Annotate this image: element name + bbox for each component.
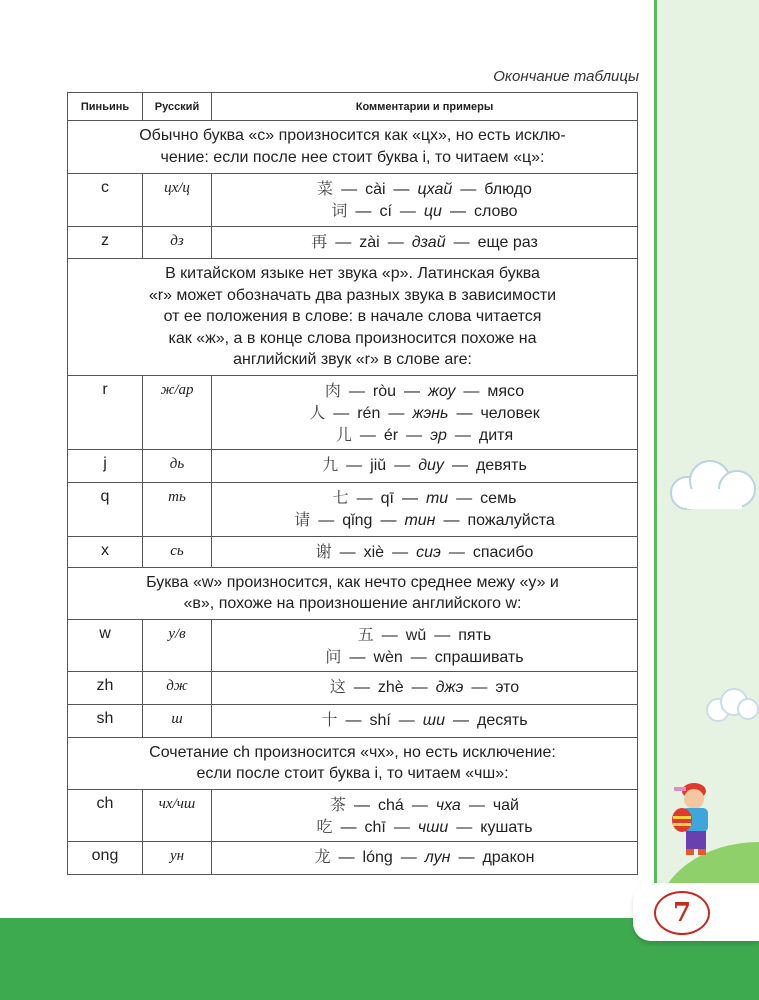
example-hanzi: 谢 xyxy=(315,541,332,561)
example-hanzi: 再 xyxy=(311,232,328,251)
table-row xyxy=(68,619,638,671)
dash: — xyxy=(411,678,428,696)
dash: — xyxy=(468,796,485,814)
dash: — xyxy=(404,382,420,400)
example-meaning: человек xyxy=(480,404,540,422)
pinyin-cell: zh xyxy=(68,671,143,704)
dash: — xyxy=(356,489,373,507)
example-meaning: десять xyxy=(476,711,528,729)
example-transliteration: ци xyxy=(423,203,442,220)
page-number: 7 xyxy=(654,891,710,935)
example-pinyin: lóng xyxy=(362,848,393,866)
example-line xyxy=(212,541,637,563)
dash: — xyxy=(318,511,335,529)
table-row xyxy=(68,704,638,737)
note-line: от ее положения в слове: в начале слова читается xyxy=(163,308,542,325)
example-line xyxy=(212,709,637,731)
example-line xyxy=(212,178,637,200)
note-line: «r» может обозначать два разных звука в зависимости xyxy=(148,286,557,304)
table-row xyxy=(68,671,638,704)
example-pinyin: ér xyxy=(383,426,399,444)
pinyin-cell: j xyxy=(68,449,143,482)
example-meaning: еще раз xyxy=(477,234,538,251)
note-line: «в», похоже на произношение английского w: xyxy=(183,595,522,612)
example-meaning: дитя xyxy=(478,426,514,444)
example-transliteration: дзай xyxy=(411,234,446,251)
example-hanzi: 茶 xyxy=(330,794,347,814)
example-pinyin: wǔ xyxy=(405,626,427,644)
dash: — xyxy=(353,678,370,696)
note-line: как «ж», а в конце слова произносится похоже на xyxy=(168,329,537,347)
dash: — xyxy=(345,711,362,729)
dash: — xyxy=(398,711,415,729)
example-line xyxy=(212,846,637,868)
example-hanzi: 龙 xyxy=(314,846,331,866)
dash: — xyxy=(394,456,411,474)
dash: — xyxy=(341,181,358,198)
example-line xyxy=(212,487,637,509)
header-russian: Русский xyxy=(143,93,212,121)
example-transliteration: чши xyxy=(417,818,449,836)
note-line: Сочетание ch произносится «чх», но есть исключение: xyxy=(149,743,556,761)
example-meaning: это xyxy=(495,678,520,696)
example-pinyin: zhè xyxy=(377,678,404,696)
note-cell xyxy=(68,121,638,174)
dash: — xyxy=(411,796,428,814)
examples-cell xyxy=(212,704,638,737)
example-meaning: семь xyxy=(480,489,517,507)
russian-cell: дь xyxy=(143,449,212,482)
example-meaning: спрашивать xyxy=(434,648,524,666)
example-pinyin: chá xyxy=(378,796,404,814)
pinyin-cell: c xyxy=(68,174,143,227)
example-transliteration: тин xyxy=(404,511,436,529)
example-hanzi: 问 xyxy=(325,646,342,666)
table-header xyxy=(68,93,638,121)
pinyin-cell: ong xyxy=(68,841,143,874)
russian-cell: ть xyxy=(143,482,212,536)
note-line: английский звук «r» в слове are: xyxy=(233,351,472,368)
cloud-illustration xyxy=(665,455,759,515)
dash: — xyxy=(456,489,473,507)
dash: — xyxy=(448,543,465,561)
example-pinyin: jiǔ xyxy=(370,456,387,474)
table-row xyxy=(68,482,638,536)
example-pinyin: chī xyxy=(364,818,386,836)
dash: — xyxy=(449,203,466,220)
example-meaning: кушать xyxy=(480,818,533,836)
example-line xyxy=(212,624,637,646)
pinyin-cell: w xyxy=(68,619,143,671)
example-pinyin: qī xyxy=(380,489,394,507)
example-transliteration: джэ xyxy=(435,678,464,696)
example-line xyxy=(212,231,637,253)
note-row xyxy=(68,121,638,174)
dash: — xyxy=(335,234,352,251)
note-line: если после стоит буква i, то читаем «чш»: xyxy=(196,765,509,782)
example-line xyxy=(212,646,637,668)
example-hanzi: 这 xyxy=(329,676,346,696)
note-cell xyxy=(68,737,638,789)
example-meaning: слово xyxy=(473,203,518,220)
russian-cell: у/в xyxy=(143,619,212,671)
pinyin-cell: r xyxy=(68,375,143,449)
pinyin-cell: z xyxy=(68,227,143,259)
example-meaning: пожалуйста xyxy=(467,511,555,529)
example-hanzi: 菜 xyxy=(317,179,334,198)
dash: — xyxy=(348,382,365,400)
example-meaning: блюдо xyxy=(484,181,532,198)
examples-cell xyxy=(212,375,638,449)
example-transliteration: сиэ xyxy=(416,543,441,561)
example-pinyin: wèn xyxy=(373,648,403,666)
russian-cell: сь xyxy=(143,536,212,567)
dash: — xyxy=(339,543,356,561)
russian-cell: ун xyxy=(143,841,212,874)
example-pinyin: ròu xyxy=(372,382,396,400)
dash: — xyxy=(392,543,409,561)
examples-cell xyxy=(212,841,638,874)
russian-cell: дз xyxy=(143,227,212,259)
russian-cell: цх/ц xyxy=(143,174,212,227)
example-pinyin: shí xyxy=(369,711,391,729)
example-pinyin: rén xyxy=(357,404,381,422)
example-hanzi: 九 xyxy=(322,454,339,474)
table-row xyxy=(68,789,638,841)
example-transliteration: цхай xyxy=(417,181,453,198)
example-hanzi: 五 xyxy=(357,624,374,644)
dash: — xyxy=(388,404,405,422)
dash: — xyxy=(400,848,417,866)
example-line xyxy=(212,424,637,446)
note-row xyxy=(68,737,638,789)
example-pinyin: qǐng xyxy=(342,511,373,529)
examples-cell xyxy=(212,227,638,259)
dash: — xyxy=(354,796,371,814)
dash: — xyxy=(453,234,470,251)
example-meaning: спасибо xyxy=(472,543,534,561)
dash: — xyxy=(454,426,471,444)
russian-cell: дж xyxy=(143,671,212,704)
header-comments: Комментарии и примеры xyxy=(212,93,638,121)
dash: — xyxy=(333,404,350,422)
example-line xyxy=(212,816,637,838)
russian-cell: ж/ар xyxy=(143,375,212,449)
example-hanzi: 词 xyxy=(331,201,348,220)
example-pinyin: cài xyxy=(365,181,386,198)
example-transliteration: лун xyxy=(424,848,451,866)
note-row xyxy=(68,567,638,619)
note-line: В китайском языке нет звука «р». Латинская буква xyxy=(165,265,540,282)
example-meaning: пять xyxy=(458,626,492,644)
dash: — xyxy=(340,818,357,836)
table-row xyxy=(68,174,638,227)
dash: — xyxy=(463,382,480,400)
dash: — xyxy=(456,404,473,422)
dash: — xyxy=(380,511,397,529)
examples-cell xyxy=(212,449,638,482)
dash: — xyxy=(349,648,366,666)
boy-illustration xyxy=(664,775,724,860)
table-row xyxy=(68,227,638,259)
note-line: Буква «w» произносится, как нечто среднее межу «у» и xyxy=(146,573,559,591)
dash: — xyxy=(451,456,468,474)
example-hanzi: 儿 xyxy=(335,424,352,444)
header-pinyin: Пиньинь xyxy=(68,93,143,121)
table-row xyxy=(68,449,638,482)
dash: — xyxy=(410,648,427,666)
example-pinyin: zài xyxy=(359,234,380,251)
dash: — xyxy=(359,426,376,444)
table-row xyxy=(68,536,638,567)
russian-cell: ш xyxy=(143,704,212,737)
pinyin-cell: x xyxy=(68,536,143,567)
dash: — xyxy=(399,203,416,220)
table-row xyxy=(68,375,638,449)
note-row xyxy=(68,259,638,376)
dash: — xyxy=(401,489,418,507)
example-pinyin: xiè xyxy=(363,543,385,561)
dash: — xyxy=(434,626,451,644)
examples-cell xyxy=(212,482,638,536)
dash: — xyxy=(452,711,469,729)
example-meaning: девять xyxy=(475,456,527,474)
example-hanzi: 肉 xyxy=(324,380,341,400)
cloud-illustration xyxy=(700,685,759,725)
example-meaning: чай xyxy=(492,796,519,814)
example-transliteration: жэнь xyxy=(412,404,449,422)
example-line xyxy=(212,794,637,816)
example-line xyxy=(212,380,637,402)
dash: — xyxy=(443,511,460,529)
example-line xyxy=(212,509,637,531)
example-transliteration: диу xyxy=(418,456,444,474)
examples-cell xyxy=(212,536,638,567)
note-cell xyxy=(68,567,638,619)
dash: — xyxy=(456,818,473,836)
example-transliteration: жоу xyxy=(428,382,456,400)
example-hanzi: 七 xyxy=(332,487,349,507)
examples-cell xyxy=(212,671,638,704)
example-transliteration: ши xyxy=(422,711,445,729)
example-hanzi: 十 xyxy=(321,709,338,729)
example-line xyxy=(212,402,637,424)
example-line xyxy=(212,200,637,222)
dash: — xyxy=(381,626,398,644)
table-row xyxy=(68,841,638,874)
pinyin-cell: ch xyxy=(68,789,143,841)
dash: — xyxy=(346,456,363,474)
example-transliteration: ти xyxy=(425,489,449,507)
example-transliteration: чха xyxy=(435,796,461,814)
note-cell xyxy=(68,259,638,376)
dash: — xyxy=(387,234,404,251)
example-hanzi: 吃 xyxy=(316,816,333,836)
dash: — xyxy=(355,203,372,220)
example-pinyin: cí xyxy=(379,203,392,220)
pinyin-table xyxy=(67,92,638,875)
pinyin-cell: sh xyxy=(68,704,143,737)
examples-cell xyxy=(212,174,638,227)
example-line xyxy=(212,676,637,698)
dash: — xyxy=(338,848,355,866)
example-hanzi: 人 xyxy=(309,402,326,422)
dash: — xyxy=(393,181,410,198)
pinyin-cell: q xyxy=(68,482,143,536)
note-line: чение: если после нее стоит буква i, то читаем «ц»: xyxy=(160,148,545,166)
example-line xyxy=(212,454,637,476)
dash: — xyxy=(471,678,488,696)
example-meaning: дракон xyxy=(482,848,535,866)
example-transliteration: эр xyxy=(430,426,447,444)
russian-cell: чх/чш xyxy=(143,789,212,841)
dash: — xyxy=(406,426,423,444)
example-hanzi: 请 xyxy=(294,509,311,529)
note-line: Обычно буква «c» произносится как «цх», но есть исклю- xyxy=(139,127,566,144)
examples-cell xyxy=(212,619,638,671)
example-meaning: мясо xyxy=(487,382,525,400)
examples-cell xyxy=(212,789,638,841)
dash: — xyxy=(393,818,410,836)
dash: — xyxy=(460,181,477,198)
dash: — xyxy=(458,848,475,866)
table-caption: Окончание таблицы xyxy=(493,68,639,85)
